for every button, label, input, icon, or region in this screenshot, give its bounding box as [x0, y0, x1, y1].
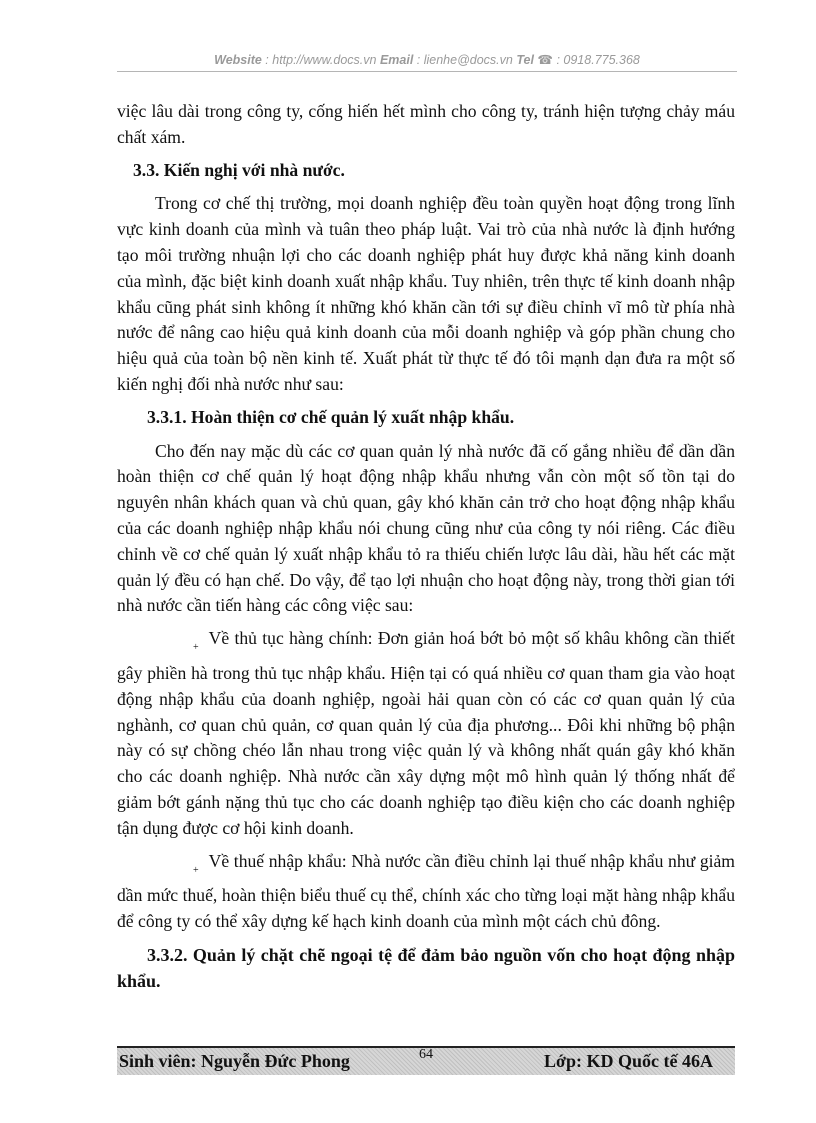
- bullet-plus-icon: +: [193, 864, 199, 876]
- website-label: Website: [214, 53, 262, 67]
- email-value: : lienhe@docs.vn: [413, 53, 517, 67]
- document-body: [117, 99, 735, 994]
- page-number: 64: [419, 1047, 433, 1062]
- page-footer: [117, 1046, 735, 1075]
- paragraph-continuation: việc lâu dài trong công ty, cống hiến hết mình cho công ty, tránh hiện tượng chảy máu chất xám.: [117, 101, 735, 147]
- tel-value: : 0918.775.368: [552, 53, 640, 67]
- email-label: Email: [379, 53, 414, 67]
- page-header: [117, 52, 737, 67]
- bullet-import-tax: [117, 849, 735, 935]
- bullet-admin-procedures: [117, 626, 735, 841]
- paragraph-management: Cho đến nay mặc dù các cơ quan quản lý nhà nước đã cố gắng nhiều để dần dần hoàn thiện cơ chế quản lý hoạt động nhập khẩu nhưng vẫn còn một số tồn tại do nguyên nhân khách quan và chủ quan, gây khó khăn cản trở cho hoạt động nhập khẩu của các doanh nghiệp nhập khẩu nói chung cũng như của công ty nói riêng. Các điều chỉnh về cơ chế quản lý xuất nhập khẩu tỏ ra thiếu chiến lược lâu dài, hầu hết các mặt quản lý đều có hạn chế. Do vậy, để tạo lợi nhuận cho hoạt động này, trong thời gian tới nhà nước cần tiến hàng các công việc sau:: [117, 440, 735, 616]
- section-heading-3-3-1: 3.3.1. Hoàn thiện cơ chế quản lý xuất nhập khẩu.: [147, 406, 515, 427]
- tel-label: Tel ☎: [516, 53, 553, 67]
- section-heading-3-3-2: 3.3.2. Quản lý chặt chẽ ngoại tệ để đảm bảo nguồn vốn cho hoạt động nhập khẩu.: [117, 944, 735, 991]
- bullet-text: Về thuế nhập khẩu: Nhà nước cần điều chỉnh lại thuế nhập khẩu như giảm dần mức thuế, hoàn thiện biểu thuế cụ thể, chính xác cho từng loại mặt hàng nhập khẩu để công ty có thể xây dựng kế hạch kinh doanh của mình một cách chủ đông.: [117, 850, 735, 932]
- bullet-text: Về thủ tục hàng chính: Đơn giản hoá bớt bỏ một số khâu không cần thiết gây phiền hà trong thủ tục nhập khẩu. Hiện tại có quá nhiều cơ quan tham gia vào hoạt động nhập khẩu của doanh nghiệp, ngoài hải quan còn có các cơ quan quản lý của nghành, cơ quan chủ quản, cơ quan quản lý của địa phương... Đôi khi những bộ phận này có sự chồng chéo lẫn nhau trong việc quản lý và không nhất quán gây khó khăn cho các doanh nghiệp. Nhà nước cần xây dựng một mô hình quản lý thống nhất để giảm bớt gánh nặng thủ tục cho các doanh nghiệp tạo điều kiện cho các doanh nghiệp tận dụng được cơ hội kinh doanh.: [117, 628, 735, 838]
- bullet-plus-icon: +: [193, 642, 199, 654]
- header-divider: [117, 71, 737, 72]
- footer-student-name: Sinh viên: Nguyễn Đức Phong: [119, 1051, 350, 1071]
- paragraph-intro: Trong cơ chế thị trường, mọi doanh nghiệp đều toàn quyền hoạt động trong lĩnh vực kinh doanh của mình và tuân theo pháp luật. Vai trò của nhà nước là định hướng tạo môi trường nhuận lợi cho các doanh nghiệp phát huy được khả năng kinh doanh của mình, đặc biệt kinh doanh xuất nhập khẩu. Tuy nhiên, trên thực tế kinh doanh nhập khẩu cũng phát sinh không ít những khó khăn cần tới sự điều chỉnh vĩ mô từ phía nhà nước để nâng cao hiệu quả kinh doanh của mỗi doanh nghiệp và góp phần chung cho hiệu quả của toàn bộ nền kinh tế. Xuất phát từ thực tế đó tôi mạnh dạn đưa ra một số kiến nghị đối nhà nước như sau:: [117, 193, 735, 394]
- website-value: : http://www.docs.vn: [261, 53, 380, 67]
- section-heading-3-3: 3.3. Kiến nghị với nhà nước.: [133, 159, 345, 180]
- footer-class: Lớp: KD Quốc tế 46A: [544, 1051, 713, 1071]
